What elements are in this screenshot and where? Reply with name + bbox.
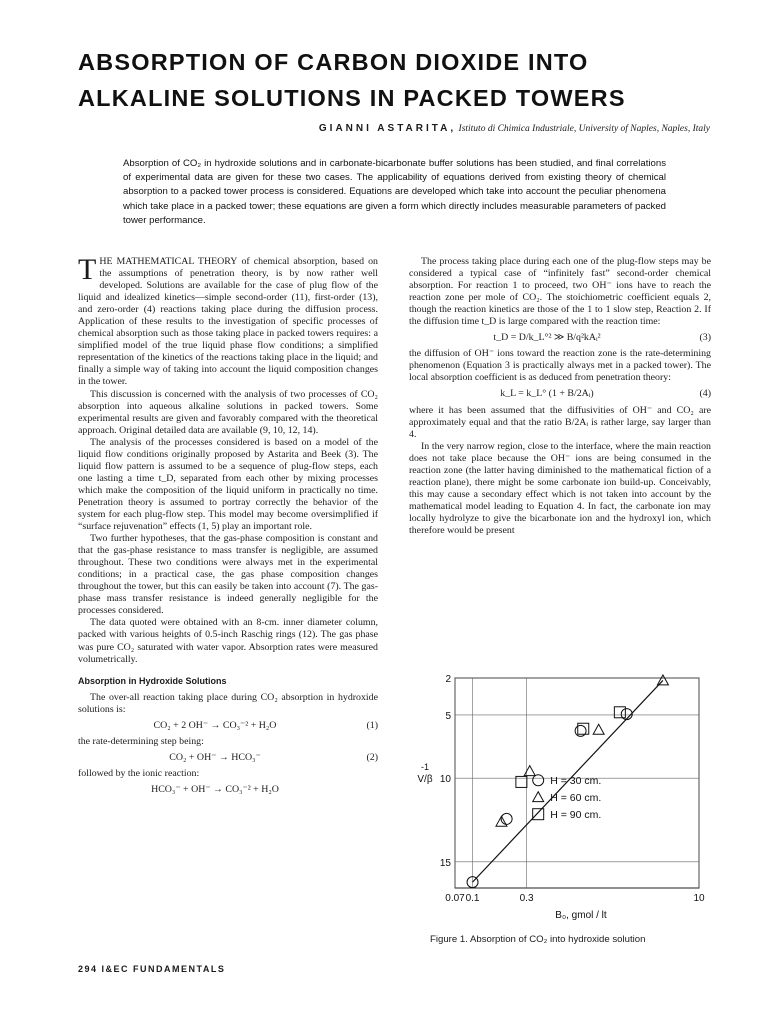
abstract: Absorption of CO₂ in hydroxide solutions and in carbonate-bicarbonate buffer solutions has been studied, and final correlations of experimental data are given for these two cases. The applicability of equations derived from existing theory of chemical absorption to a packed tower process is considered. Equations are developed which take into account the peculiar phenomena which take place in a packed tower; these equations are given a form which directly includes measurable parameters of packed tower performance. — [123, 158, 666, 226]
equation-2b — [78, 784, 378, 796]
lead-words: HE MATHEMATICAL THEORY — [99, 256, 238, 267]
y-tick-label: 15 — [439, 857, 451, 869]
data-point-square — [578, 723, 589, 734]
data-point-triangle — [657, 675, 668, 685]
author-affiliation: Istituto di Chimica Industriale, University of Naples, Naples, Italy — [458, 124, 710, 134]
paragraph-6: The over-all reaction taking place during CO₂ absorption in hydroxide solutions is: — [78, 691, 378, 715]
paragraph-5: The data quoted were obtained with an 8-cm. inner diameter column, packed with various heights of 0.5-inch Raschig rings (12). The gas phase was pure CO₂ saturated with water vapor. Absorption rates were measured volumetrically. — [78, 617, 378, 665]
x-tick-label: 0.07 — [445, 893, 465, 904]
x-axis-label: B₀, gmol / lt — [555, 910, 607, 921]
data-point-triangle — [524, 766, 535, 776]
paragraph-7: the rate-determining step being: — [78, 735, 204, 747]
equation-2b-expr: HCO₃⁻ + OH⁻ → CO₃⁻² + H₂O — [151, 783, 279, 795]
equation-4 — [409, 388, 711, 400]
title-line-2: ALKALINE SOLUTIONS IN PACKED TOWERS — [78, 85, 626, 111]
legend-marker-circle — [533, 775, 544, 786]
figure-caption: Figure 1. Absorption of CO₂ into hydroxide solution — [430, 934, 646, 945]
equation-1 — [78, 720, 378, 732]
y-axis-label: V/β — [417, 774, 433, 786]
author-line — [319, 123, 710, 134]
page-footer: 294 I&EC FUNDAMENTALS — [78, 964, 226, 974]
right-column — [409, 256, 711, 537]
y-tick-label: 5 — [445, 710, 451, 722]
paper-title — [78, 44, 718, 116]
equation-4-number: (4) — [699, 388, 711, 400]
author-name: GIANNI ASTARITA, — [318, 123, 457, 134]
equation-1-expr: CO₂ + 2 OH⁻ → CO₃⁻² + H₂O — [153, 719, 277, 731]
equation-3 — [409, 332, 711, 344]
equation-3-expr: t_D = D/k_L°² ≫ B/q²kAᵢ² — [493, 332, 601, 344]
x-tick-label: 0.3 — [519, 893, 534, 904]
right-paragraph-1: The process taking place during each one of the plug-flow steps may be considered a typical case of “infinitely fast” second-order chemical absorption. For reaction 1 to proceed, two OH⁻ ions have to reach the reaction zone per mole of CO₂. The stoichiometric coefficient equals 2, though the reaction kinetics are those of the 1 to 1 slow step, Reaction 2. If the diffusion time t_D is large compared with the reaction time: — [409, 256, 711, 328]
right-paragraph-4: In the very narrow region, close to the interface, where the main reaction does not take place because the OH⁻ ions are being consumed in the reaction zone (the latter having diminished to the mathematical fiction of a reaction plane), there might be some carbonate ion build-up. Conceivably, this may cause a secondary effect which is not taken into account by the mathematical model leading to Equation 4. In fact, the carbonate ion may locally hydrolyze to give the bicarbonate ion and the hydroxyl ion, which therefore would be present — [409, 440, 711, 536]
equation-2 — [78, 752, 378, 764]
figure-1-chart — [409, 668, 719, 958]
x-tick-label: 0.1 — [465, 893, 480, 904]
paragraph-4: Two further hypotheses, that the gas-phase composition is constant and that the gas-phase resistance to mass transfer is negligible, are assumed throughout. These two conditions were always met in the experimental conditions; in a practical case, the gas phase composition changes throughout the tower, but this can easily be taken into account (7). The gas-phase mass transfer resistance is indeed generally negligible for the processes considered. — [78, 533, 378, 617]
data-point-triangle — [593, 724, 604, 734]
legend-label: H = 60 cm. — [550, 792, 602, 805]
section-heading: Absorption in Hydroxide Solutions — [78, 675, 227, 686]
right-paragraph-2: the diffusion of OH⁻ ions toward the reaction zone is the rate-determining phenomenon (Equation 3 is practically always met in a packed tower). The local absorption coefficient is as deduced from penetration theory: — [409, 348, 711, 384]
drop-cap: T — [78, 253, 97, 286]
equation-1-number: (1) — [366, 719, 378, 731]
intro-text: of chemical absorption, based on the assumptions of penetration theory, is by now rather well developed. Solutions are available for the case of plug flow of the liquid and idealized kinetics—simple second-order (11), first-order (13), and zero-order (4) reactions taking place during the diffusion process. Application of these results to the investigation of specific processes of chemical absorption such as those taking place in packed towers requires: a simplified model of the true liquid phase flow conditions; a simplified representation of the kinetics of the reactions taking place in the liquid; and finally a simple way of taking into account the liquid composition changes in the tower. — [78, 256, 378, 388]
paragraph-2: This discussion is concerned with the analysis of two processes of CO₂ absorption into aqueous alkaline solutions in packed towers. Some experimental results are given and favorably compared with the theoretical approach. Original detailed data are available (9, 10, 12, 14). — [78, 388, 378, 436]
legend-marker-square — [533, 809, 544, 820]
equation-3-number: (3) — [699, 332, 711, 344]
paragraph-3: The analysis of the processes considered is based on a model of the liquid flow conditions originally proposed by Astarita and Beek (3). The liquid flow pattern is assumed to be a sequence of plug-flow steps, each one lasting a time t_D, separated from each other by mixing processes which make the composition of the liquid uniform in practically no time. Penetration theory is assumed to portray correctly the behavior of the system for each plug-flow step. This model may become oversimplified if “surface rejuvenation” effects (1, 5) play an important role. — [78, 436, 378, 533]
y-tick-label: 2 — [445, 674, 451, 685]
legend-marker-triangle — [533, 792, 544, 802]
title-line-1: ABSORPTION OF CARBON DIOXIDE INTO — [78, 49, 589, 75]
x-tick-label: 10 — [693, 893, 705, 904]
paragraph-8: followed by the ionic reaction: — [78, 767, 200, 779]
equation-2-expr: CO₂ + OH⁻ → HCO₃⁻ — [169, 751, 261, 763]
y-tick-label: 10 — [439, 774, 451, 786]
right-paragraph-3: where it has been assumed that the diffusivities of OH⁻ and CO₂ are approximately equal and that the ratio B/2Aᵢ is rather large, say larger than 4. — [409, 404, 711, 440]
data-point-square — [614, 707, 625, 718]
legend-label: H = 30 cm. — [550, 775, 602, 788]
intro-paragraph — [78, 253, 378, 389]
equation-4-expr: k_L = k_L° (1 + B/2Aᵢ) — [500, 388, 594, 400]
legend-label: H = 90 cm. — [550, 809, 602, 822]
equation-2-number: (2) — [366, 751, 378, 763]
y-axis-label-exponent: -1 — [420, 762, 430, 773]
left-column — [78, 253, 378, 800]
